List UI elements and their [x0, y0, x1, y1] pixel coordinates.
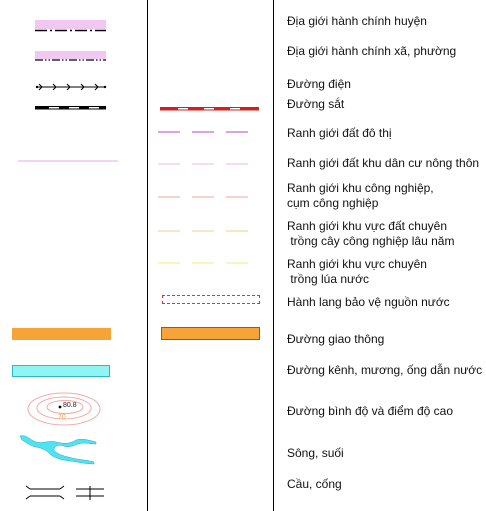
canal-symbol-left	[12, 365, 110, 377]
perennial-crop-boundary-symbol	[158, 228, 262, 234]
label-power-line: Đường điện	[287, 77, 351, 91]
commune-boundary-symbol	[35, 49, 107, 67]
water-protection-symbol	[162, 295, 260, 304]
label-rice-boundary: Ranh giới khu vực chuyên trồng lúa nước	[287, 257, 427, 286]
rice-boundary-symbol	[158, 260, 262, 266]
label-urban-boundary: Ranh giới đất đô thị	[287, 126, 392, 140]
column-divider-right	[273, 0, 274, 511]
label-perennial-crop-boundary: Ranh giới khu vực đất chuyên trồng cây công nghiệp lâu năm	[287, 219, 455, 248]
label-road: Đường giao thông	[287, 332, 385, 346]
label-bridge: Cầu, cống	[287, 477, 342, 491]
label-industrial-boundary: Ranh giới khu công nghiệp, cụm công nghiệp	[287, 181, 434, 210]
road-symbol-left	[12, 328, 111, 340]
railway-symbol-planned	[160, 105, 260, 113]
railway-symbol	[35, 104, 107, 112]
road-symbol-planned	[161, 327, 260, 340]
label-contour: Đường bình độ và điểm độ cao	[287, 404, 454, 418]
label-rural-boundary: Ranh giới đất khu dân cư nông thôn	[287, 156, 480, 170]
contour-value-label: 70	[58, 414, 66, 421]
label-district-boundary: Địa giới hành chính huyện	[287, 14, 427, 28]
industrial-boundary-symbol	[158, 194, 262, 200]
bridge-culvert-symbol	[24, 484, 108, 502]
column-divider-left	[147, 0, 148, 511]
contour-elevation-label: 80.8	[63, 402, 77, 409]
rural-boundary-symbol-left	[18, 158, 120, 164]
river-symbol	[18, 430, 98, 466]
contour-symbol	[26, 391, 102, 427]
rural-boundary-symbol	[158, 161, 262, 167]
label-river: Sông, suối	[287, 446, 344, 460]
label-railway: Đường sắt	[287, 97, 345, 111]
power-line-symbol	[35, 80, 107, 94]
label-water-protection: Hành lang bảo vệ nguồn nước	[287, 295, 450, 309]
district-boundary-symbol	[35, 18, 107, 38]
urban-boundary-symbol	[158, 129, 262, 135]
label-commune-boundary: Địa giới hành chính xã, phường	[287, 44, 457, 58]
label-canal: Đường kênh, mương, ống dẫn nước	[287, 363, 483, 377]
